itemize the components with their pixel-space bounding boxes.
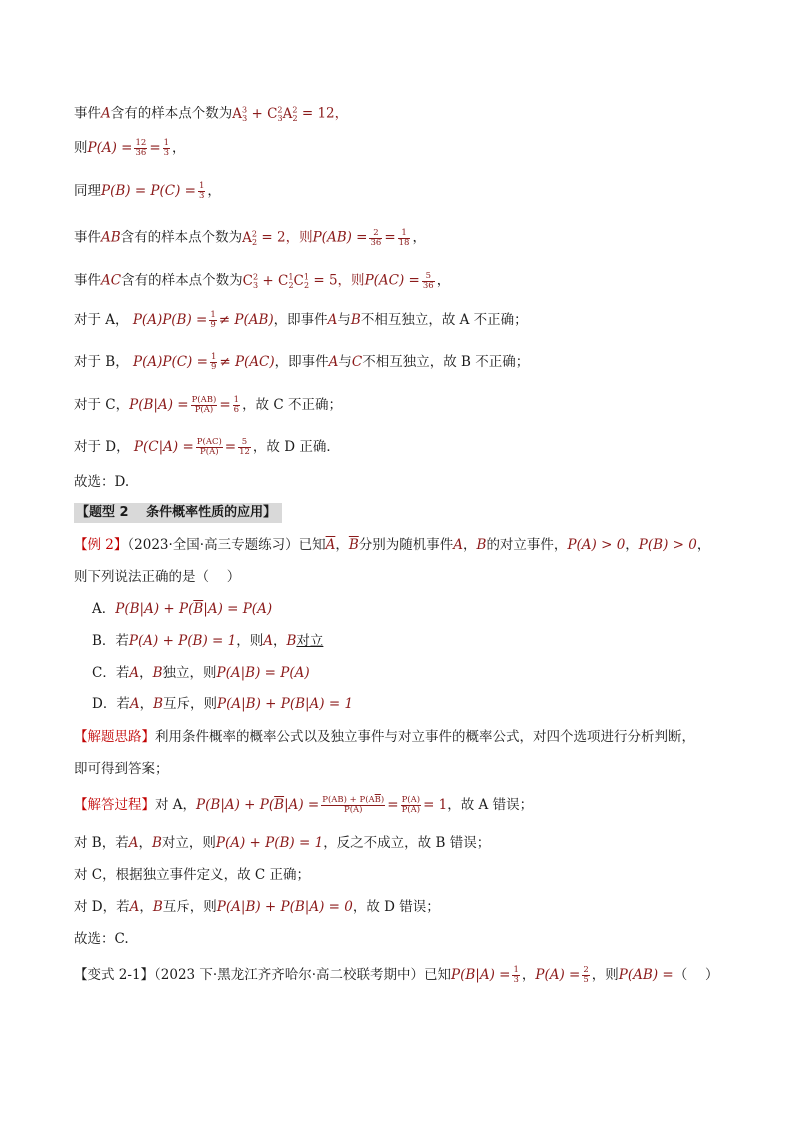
solution-process-line-2: 对 B，若A，B对立，则P(A) + P(B) = 1，反之不成立，故 B 错误；: [74, 835, 491, 851]
text-line-7: 对于 B， P(A)P(C) = $\frac{1}{9}$ ≠ P(AC)，即事件A与C不相互独立，故 B 不正确；: [74, 352, 530, 372]
answer-line-1: 故选：D.: [74, 474, 130, 490]
text-line-4: 事件AB含有的样本点个数为$A^2_2 = 2$，则P(AB) = $\frac{2}{36}$ = $\frac{1}{18}$ ，: [74, 227, 426, 248]
text-line-9: 对于 D， P(C|A) = $\frac{P(AC)}{P(A)}$ = $\frac{5}{12}$ ，故 D 正确．: [74, 437, 340, 457]
solution-idea-line-1: 【解题思路】利用条件概率的概率公式以及独立事件与对立事件的概率公式，对四个选项进行分析判断，: [74, 729, 695, 745]
text-line-5: 事件AC含有的样本点个数为$C^2_3 + C^1_2C^1_2 = 5$，则P(AC) = $\frac{5}{36}$ ，: [74, 270, 451, 291]
solution-process-line-4: 对 D，若A，B互斥，则P(A|B) + P(B|A) = 0，故 D 错误；: [74, 899, 440, 915]
text-line-2: 则P(A) = $\frac{12}{36}$ = $\frac{1}{3}$ ，: [74, 138, 186, 158]
option-d: D．若A，B互斥，则P(A|B) + P(B|A) = 1: [92, 696, 354, 712]
text-line-6: 对于 A， P(A)P(B) = $\frac{1}{9}$ ≠ P(AB)，即事件A与B不相互独立，故 A 不正确；: [74, 310, 528, 330]
example-question-line-2: 则下列说法正确的是（ ）: [74, 569, 241, 585]
option-b: B．若P(A) + P(B) = 1，则A，B对立: [92, 633, 324, 649]
option-c: C．若A，B独立，则P(A|B) = P(A): [92, 665, 310, 681]
text-line-3: 同理P(B) = P(C) = $\frac{1}{3}$ ，: [74, 181, 221, 201]
solution-idea-line-2: 即可得到答案；: [74, 761, 169, 777]
solution-process-line-1: 【解答过程】对 A，$P(B|A) + P(\overline{B}|A)$ = $\frac{P(AB) + P(A\overline{B})}{P(A)}$ = $\frac{P(A)}{P(A)}$ = 1，故 A 错误；: [74, 795, 534, 815]
option-a: A．$P(B|A) + P(\overline{B}|A) = P(A)$: [92, 601, 273, 617]
text-line-8: 对于 C，P(B|A) = $\frac{P(AB)}{P(A)}$ = $\frac{1}{6}$ ，故 C 不正确；: [74, 395, 342, 415]
section-banner: 【题型 2 条件概率性质的应用】: [74, 503, 282, 523]
solution-process-line-3: 对 C，根据独立事件定义，故 C 正确；: [74, 867, 311, 883]
variant-question-line: 【变式 2-1】（2023 下·黑龙江齐齐哈尔·高二校联考期中）已知P(B|A) = $\frac{1}{3}$ ，P(A) = $\frac{2}{5}$ ，则P(AB) =（ ）: [74, 965, 719, 985]
text-line-1: 事件A含有的样本点个数为$A^3_3 + C^2_3A^2_2 = 12$，: [74, 105, 349, 124]
answer-line-2: 故选：C.: [74, 931, 129, 947]
example-question-line-1: 【例 2】（2023·全国·高三专题练习）已知$\overline{A}$，$\overline{B}$分别为随机事件A，B的对立事件，P(A) > 0，P(B) > 0，: [74, 537, 711, 553]
